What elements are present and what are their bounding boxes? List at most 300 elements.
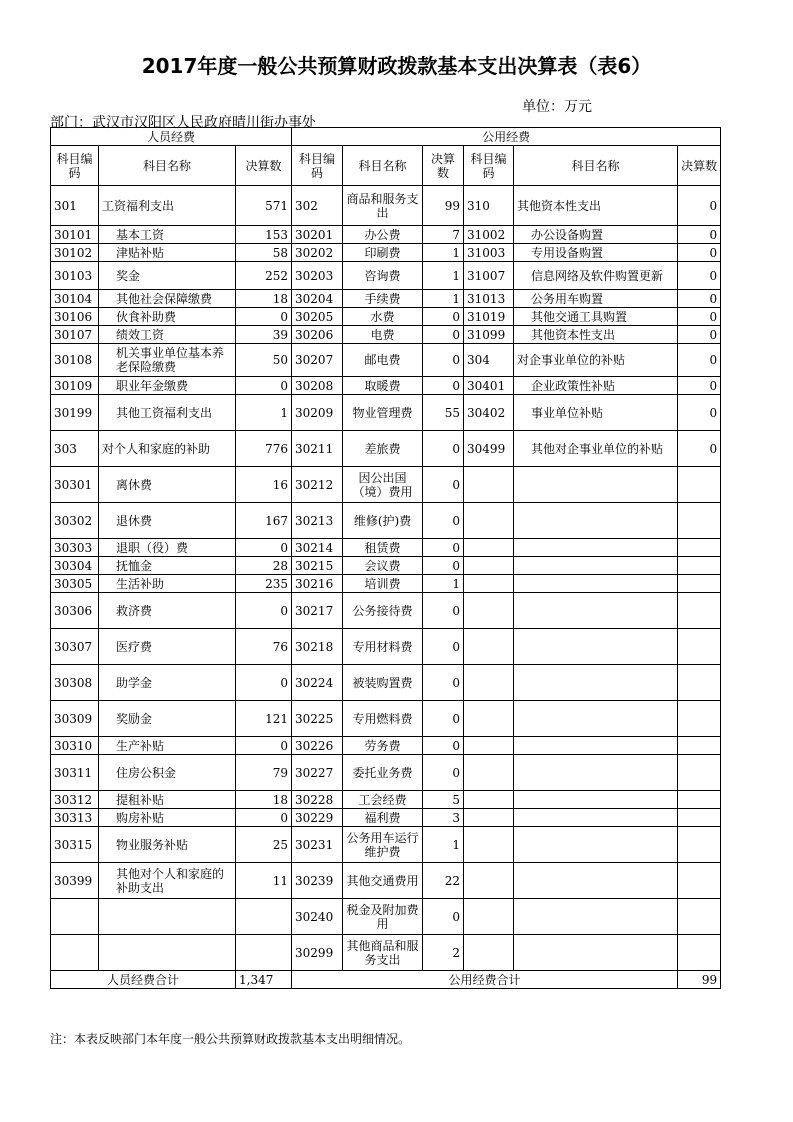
goods-name: 劳务费 [343,737,423,755]
goods-code: 30231 [292,827,343,863]
capital-name [514,755,678,791]
footnote: 注：本表反映部门本年度一般公共预算财政拨款基本支出明细情况。 [50,1032,411,1046]
goods-amount: 1 [423,244,464,262]
capital-amount: 0 [678,377,721,395]
table-row [51,737,721,755]
table-row [51,290,721,308]
personnel-header: 人员经费 [51,128,292,146]
capital-code [464,539,514,557]
public-total-label: 公用经费合计 [292,971,678,989]
goods-name: 福利费 [343,809,423,827]
personnel-amount: 167 [236,503,292,539]
goods-name: 专用材料费 [343,629,423,665]
capital-code [464,737,514,755]
personnel-name: 住房公积金 [99,755,236,791]
goods-amount: 0 [423,701,464,737]
goods-amount: 0 [423,377,464,395]
table-row [51,186,721,226]
personnel-name: 对个人和家庭的补助 [99,431,236,467]
goods-code: 30228 [292,791,343,809]
capital-amount [678,791,721,809]
capital-name [514,629,678,665]
personnel-amount: 153 [236,226,292,244]
personnel-code: 30301 [51,467,99,503]
goods-code: 30203 [292,262,343,290]
goods-amount: 1 [423,290,464,308]
goods-name: 公务接待费 [343,593,423,629]
personnel-amount: 571 [236,186,292,226]
goods-amount: 0 [423,326,464,344]
unit-label: 单位：万元 [522,99,592,115]
capital-name [514,593,678,629]
goods-code: 30217 [292,593,343,629]
goods-code: 30207 [292,344,343,377]
goods-code: 30212 [292,467,343,503]
personnel-amount: 0 [236,593,292,629]
personnel-amount: 0 [236,737,292,755]
personnel-amount: 776 [236,431,292,467]
table-row [51,575,721,593]
report-title: 2017年度一般公共预算财政拨款基本支出决算表（表6） [141,54,652,78]
capital-name: 事业单位补贴 [514,395,678,431]
personnel-code: 30307 [51,629,99,665]
goods-code: 30240 [292,899,343,935]
capital-amount [678,701,721,737]
capital-code: 31007 [464,262,514,290]
capital-code [464,629,514,665]
department-label: 部门：武汉市汉阳区人民政府晴川街办事处 [50,115,316,131]
capital-code [464,503,514,539]
personnel-name: 退休费 [99,503,236,539]
col-name: 科目名称 [343,146,423,186]
personnel-name: 提租补贴 [99,791,236,809]
goods-amount: 0 [423,539,464,557]
capital-code: 31019 [464,308,514,326]
capital-amount: 0 [678,186,721,226]
goods-name: 其他交通费用 [343,863,423,899]
totals-row [51,971,721,989]
capital-name: 公务用车购置 [514,290,678,308]
capital-amount [678,755,721,791]
capital-amount: 0 [678,308,721,326]
capital-name: 其他对企事业单位的补贴 [514,431,678,467]
capital-name: 其他交通工具购置 [514,308,678,326]
capital-code [464,827,514,863]
capital-amount [678,575,721,593]
personnel-amount: 0 [236,308,292,326]
capital-amount: 0 [678,431,721,467]
personnel-amount: 76 [236,629,292,665]
personnel-name: 离休费 [99,467,236,503]
goods-code: 30209 [292,395,343,431]
personnel-name: 基本工资 [99,226,236,244]
capital-amount: 0 [678,262,721,290]
goods-code: 30214 [292,539,343,557]
table-row [51,593,721,629]
goods-amount: 0 [423,344,464,377]
capital-amount [678,557,721,575]
table-row [51,244,721,262]
personnel-name: 助学金 [99,665,236,701]
personnel-name: 其他对个人和家庭的补助支出 [99,863,236,899]
goods-name: 邮电费 [343,344,423,377]
capital-code [464,899,514,935]
personnel-code [51,935,99,971]
personnel-amount: 16 [236,467,292,503]
table-row [51,326,721,344]
personnel-amount: 235 [236,575,292,593]
goods-name: 会议费 [343,557,423,575]
goods-name: 公务用车运行维护费 [343,827,423,863]
personnel-name: 退职（役）费 [99,539,236,557]
goods-amount: 0 [423,503,464,539]
personnel-code: 30311 [51,755,99,791]
personnel-name: 物业服务补贴 [99,827,236,863]
personnel-amount: 11 [236,863,292,899]
capital-code [464,755,514,791]
personnel-code: 30108 [51,344,99,377]
capital-name [514,791,678,809]
personnel-amount: 79 [236,755,292,791]
table-row [51,827,721,863]
goods-amount: 0 [423,431,464,467]
goods-amount: 7 [423,226,464,244]
col-name: 科目名称 [99,146,236,186]
table-row [51,226,721,244]
personnel-amount: 252 [236,262,292,290]
personnel-code: 30199 [51,395,99,431]
table-row [51,665,721,701]
capital-name: 办公设备购置 [514,226,678,244]
capital-amount [678,935,721,971]
goods-name: 培训费 [343,575,423,593]
capital-name [514,899,678,935]
goods-amount: 22 [423,863,464,899]
table-row [51,557,721,575]
personnel-code: 30310 [51,737,99,755]
goods-code: 30224 [292,665,343,701]
col-amount: 决算数 [423,146,464,186]
personnel-amount: 0 [236,377,292,395]
col-amount: 决算数 [678,146,721,186]
capital-name: 专用设备购置 [514,244,678,262]
personnel-code: 30315 [51,827,99,863]
capital-name: 其他资本性支出 [514,186,678,226]
personnel-name [99,899,236,935]
table-row [51,503,721,539]
goods-name: 税金及附加费用 [343,899,423,935]
capital-amount [678,503,721,539]
table-row [51,935,721,971]
personnel-amount: 121 [236,701,292,737]
personnel-amount: 58 [236,244,292,262]
goods-name: 咨询费 [343,262,423,290]
personnel-amount: 18 [236,791,292,809]
table-row [51,539,721,557]
personnel-amount [236,935,292,971]
capital-amount [678,539,721,557]
personnel-amount: 25 [236,827,292,863]
personnel-amount: 28 [236,557,292,575]
col-amount: 决算数 [236,146,292,186]
table-row [51,344,721,377]
personnel-total-value: 1,347 [236,971,292,989]
capital-name: 信息网络及软件购置更新 [514,262,678,290]
personnel-code: 30303 [51,539,99,557]
goods-code: 30215 [292,557,343,575]
capital-code: 31002 [464,226,514,244]
capital-amount [678,467,721,503]
goods-name: 电费 [343,326,423,344]
personnel-code: 30304 [51,557,99,575]
personnel-code: 30399 [51,863,99,899]
table-row [51,262,721,290]
table-row [51,467,721,503]
goods-code: 30201 [292,226,343,244]
goods-code: 30213 [292,503,343,539]
goods-name: 工会经费 [343,791,423,809]
personnel-name: 其他工资福利支出 [99,395,236,431]
goods-name: 因公出国（境）费用 [343,467,423,503]
capital-amount [678,863,721,899]
personnel-name: 救济费 [99,593,236,629]
capital-amount: 0 [678,226,721,244]
personnel-code: 303 [51,431,99,467]
goods-name: 维修(护)费 [343,503,423,539]
goods-code: 302 [292,186,343,226]
goods-amount: 0 [423,593,464,629]
goods-amount: 0 [423,467,464,503]
capital-code [464,809,514,827]
goods-code: 30208 [292,377,343,395]
personnel-name [99,935,236,971]
personnel-name: 伙食补助费 [99,308,236,326]
table-row [51,899,721,935]
personnel-name: 机关事业单位基本养老保险缴费 [99,344,236,377]
capital-name [514,575,678,593]
personnel-name: 奖励金 [99,701,236,737]
personnel-code: 30104 [51,290,99,308]
personnel-amount: 0 [236,665,292,701]
capital-name: 其他资本性支出 [514,326,678,344]
goods-amount: 99 [423,186,464,226]
capital-code [464,665,514,701]
capital-amount [678,809,721,827]
personnel-amount: 18 [236,290,292,308]
capital-name [514,701,678,737]
goods-code: 30229 [292,809,343,827]
capital-code [464,701,514,737]
goods-amount: 55 [423,395,464,431]
capital-code: 31099 [464,326,514,344]
capital-amount [678,593,721,629]
capital-amount [678,629,721,665]
capital-code: 304 [464,344,514,377]
col-code: 科目编码 [51,146,99,186]
personnel-code: 30313 [51,809,99,827]
capital-amount: 0 [678,326,721,344]
personnel-code: 30102 [51,244,99,262]
personnel-name: 奖金 [99,262,236,290]
capital-name [514,827,678,863]
capital-code [464,467,514,503]
goods-code: 30202 [292,244,343,262]
goods-amount: 0 [423,629,464,665]
personnel-amount: 39 [236,326,292,344]
table-row [51,308,721,326]
goods-amount: 2 [423,935,464,971]
capital-name [514,809,678,827]
personnel-name: 购房补贴 [99,809,236,827]
goods-name: 委托业务费 [343,755,423,791]
personnel-name: 工资福利支出 [99,186,236,226]
personnel-code: 301 [51,186,99,226]
capital-code: 30401 [464,377,514,395]
goods-amount: 1 [423,262,464,290]
personnel-name: 抚恤金 [99,557,236,575]
capital-name [514,935,678,971]
goods-name: 物业管理费 [343,395,423,431]
personnel-name: 生活补助 [99,575,236,593]
public-header: 公用经费 [292,128,721,146]
personnel-code: 30109 [51,377,99,395]
capital-code: 30402 [464,395,514,431]
capital-name: 企业政策性补贴 [514,377,678,395]
personnel-code: 30103 [51,262,99,290]
capital-code [464,557,514,575]
capital-amount: 0 [678,344,721,377]
personnel-code: 30306 [51,593,99,629]
personnel-code: 30308 [51,665,99,701]
capital-name: 对企事业单位的补贴 [514,344,678,377]
capital-code [464,575,514,593]
goods-amount: 0 [423,665,464,701]
personnel-code [51,899,99,935]
col-name: 科目名称 [514,146,678,186]
capital-code: 31013 [464,290,514,308]
personnel-code: 30106 [51,308,99,326]
public-total-value: 99 [678,971,721,989]
personnel-amount: 0 [236,539,292,557]
capital-amount: 0 [678,290,721,308]
personnel-amount [236,899,292,935]
personnel-name: 其他社会保障缴费 [99,290,236,308]
goods-name: 印刷费 [343,244,423,262]
capital-amount: 0 [678,244,721,262]
capital-amount: 0 [678,395,721,431]
table-row [51,701,721,737]
capital-amount [678,899,721,935]
goods-code: 30226 [292,737,343,755]
goods-name: 被装购置费 [343,665,423,701]
capital-code [464,863,514,899]
goods-code: 30204 [292,290,343,308]
capital-amount [678,827,721,863]
capital-code: 31003 [464,244,514,262]
table-row [51,377,721,395]
personnel-amount: 50 [236,344,292,377]
table-row [51,863,721,899]
table-row [51,791,721,809]
goods-code: 30211 [292,431,343,467]
capital-amount [678,737,721,755]
goods-name: 租赁费 [343,539,423,557]
goods-name: 专用燃料费 [343,701,423,737]
goods-code: 30218 [292,629,343,665]
table-row [51,431,721,467]
goods-amount: 1 [423,827,464,863]
capital-name [514,503,678,539]
goods-amount: 0 [423,899,464,935]
goods-name: 手续费 [343,290,423,308]
personnel-name: 职业年金缴费 [99,377,236,395]
personnel-amount: 1 [236,395,292,431]
personnel-code: 30101 [51,226,99,244]
capital-name [514,863,678,899]
goods-code: 30225 [292,701,343,737]
goods-amount: 0 [423,557,464,575]
goods-code: 30299 [292,935,343,971]
capital-code [464,593,514,629]
goods-amount: 1 [423,575,464,593]
col-code: 科目编码 [292,146,343,186]
table-row [51,395,721,431]
capital-code [464,935,514,971]
personnel-name: 医疗费 [99,629,236,665]
capital-code: 30499 [464,431,514,467]
goods-name: 差旅费 [343,431,423,467]
personnel-name: 绩效工资 [99,326,236,344]
personnel-code: 30305 [51,575,99,593]
capital-name [514,539,678,557]
goods-name: 办公费 [343,226,423,244]
goods-name: 取暖费 [343,377,423,395]
capital-name [514,665,678,701]
goods-amount: 0 [423,308,464,326]
col-code: 科目编码 [464,146,514,186]
capital-code [464,791,514,809]
goods-code: 30239 [292,863,343,899]
personnel-name: 津贴补贴 [99,244,236,262]
goods-code: 30205 [292,308,343,326]
table-row [51,755,721,791]
table-row [51,809,721,827]
goods-amount: 0 [423,737,464,755]
goods-amount: 0 [423,755,464,791]
expenditure-table [50,127,721,989]
goods-code: 30206 [292,326,343,344]
personnel-name: 生产补贴 [99,737,236,755]
personnel-code: 30309 [51,701,99,737]
table-row [51,629,721,665]
personnel-amount: 0 [236,809,292,827]
capital-code: 310 [464,186,514,226]
capital-amount [678,665,721,701]
personnel-code: 30312 [51,791,99,809]
goods-code: 30227 [292,755,343,791]
goods-name: 水费 [343,308,423,326]
personnel-total-label: 人员经费合计 [51,971,236,989]
capital-name [514,737,678,755]
capital-name [514,467,678,503]
goods-amount: 3 [423,809,464,827]
goods-name: 其他商品和服务支出 [343,935,423,971]
goods-code: 30216 [292,575,343,593]
capital-name [514,557,678,575]
personnel-code: 30302 [51,503,99,539]
goods-amount: 5 [423,791,464,809]
personnel-code: 30107 [51,326,99,344]
